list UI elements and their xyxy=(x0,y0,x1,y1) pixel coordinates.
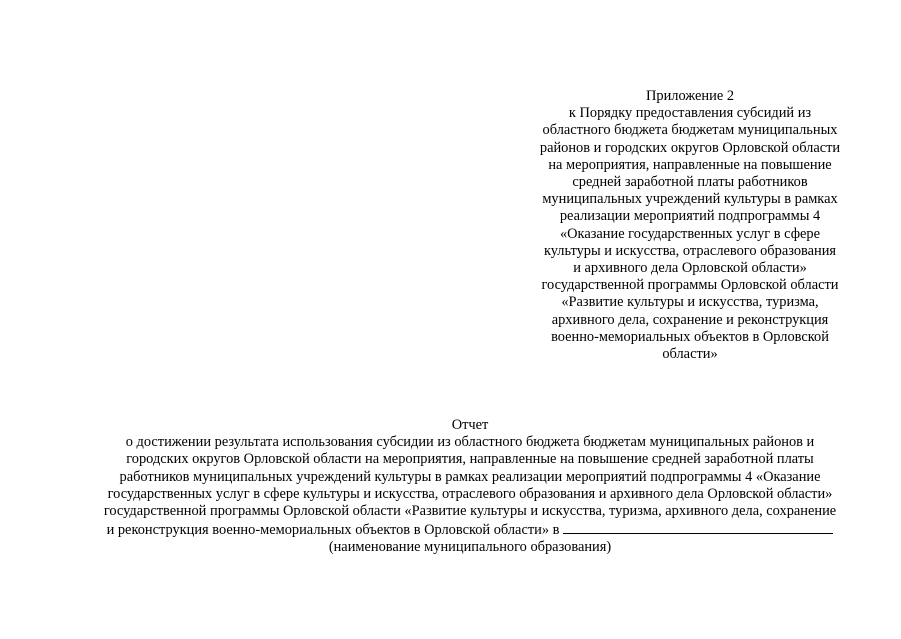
appendix-line: архивного дела, сохранение и реконструкция xyxy=(551,311,829,328)
report-heading xyxy=(70,417,870,557)
municipality-blank-field[interactable] xyxy=(563,520,833,534)
report-line: о достижении результата использования субсидии из областного бюджета бюджетам муниципальных районов и xyxy=(125,434,815,451)
appendix-line: на мероприятия, направленные на повышение xyxy=(548,156,832,173)
appendix-header xyxy=(520,88,860,363)
appendix-line: средней заработной платы работников xyxy=(572,174,808,191)
report-line: городских округов Орловской области на мероприятия, направленные на повышение средней заработной платы xyxy=(126,451,814,468)
appendix-line: военно-мемориальных объектов в Орловской xyxy=(551,328,829,345)
appendix-line: области» xyxy=(662,346,718,363)
report-line: государственной программы Орловской области «Развитие культуры и искусства, туризма, архивного дела, сохранение xyxy=(103,503,837,520)
appendix-line: муниципальных учреждений культуры в рамках xyxy=(542,191,838,208)
report-title: Отчет xyxy=(451,417,489,433)
report-line: государственных услуг в сфере культуры и искусства, отраслевого образования и архивного дела Орловской области» xyxy=(107,485,833,502)
appendix-line: реализации мероприятий подпрограммы 4 xyxy=(559,208,821,225)
appendix-line: областного бюджета бюджетам муниципальных xyxy=(542,122,838,139)
report-last-line-text: и реконструкция военно-мемориальных объектов в Орловской области» в xyxy=(106,522,560,539)
appendix-line: к Порядку предоставления субсидий из xyxy=(568,105,812,122)
appendix-line: «Оказание государственных услуг в сфере xyxy=(559,225,821,242)
appendix-line: районов и городских округов Орловской области xyxy=(539,139,841,156)
appendix-line: «Развитие культуры и искусства, туризма, xyxy=(561,294,819,311)
appendix-line: и архивного дела Орловской области» xyxy=(573,260,807,277)
municipality-caption: (наименование муниципального образования) xyxy=(328,539,612,556)
appendix-line: культуры и искусства, отраслевого образования xyxy=(543,242,837,259)
appendix-line: Приложение 2 xyxy=(645,88,735,104)
appendix-line: государственной программы Орловской области xyxy=(541,277,839,294)
report-line: работников муниципальных учреждений культуры в рамках реализации мероприятий подпрограммы 4 «Оказание xyxy=(119,468,821,485)
report-last-line xyxy=(70,520,870,539)
